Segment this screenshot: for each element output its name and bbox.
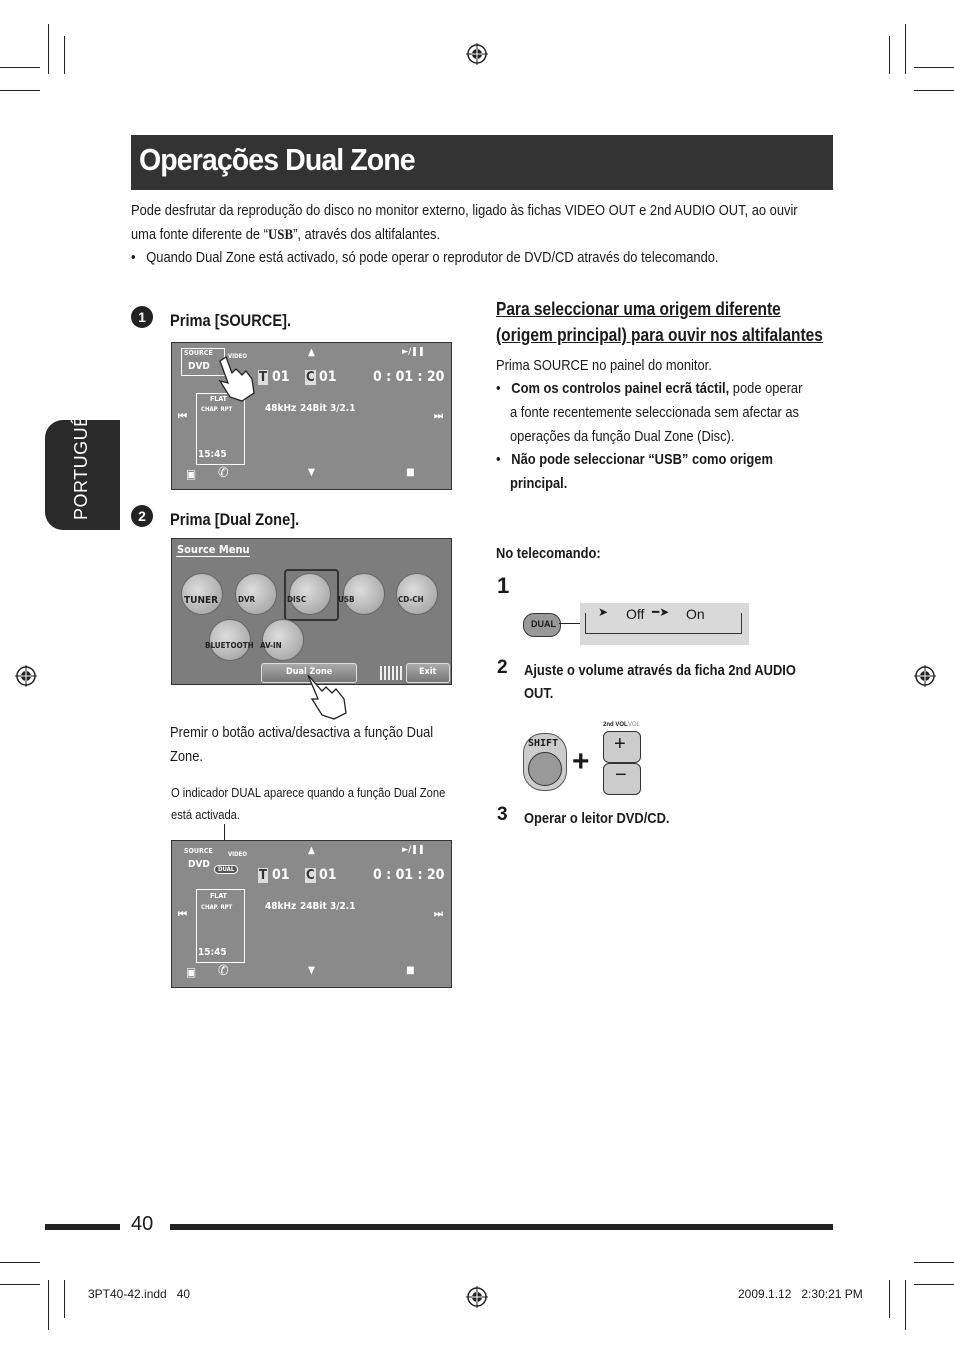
note-line-1: Premir o botão activa/desactiva a função Dual — [170, 724, 434, 741]
menu-item-label: DVR — [238, 595, 256, 604]
dvd-label: DVD — [188, 859, 210, 870]
prev-icon[interactable]: ⏮ — [178, 909, 187, 920]
bullet-1-line-3: operações da função Dual Zone (Disc). — [510, 428, 735, 445]
crop-mark — [48, 24, 49, 74]
remote-step-number: 3 — [497, 804, 508, 825]
title-number: 01 — [272, 369, 290, 385]
registration-mark-icon — [914, 665, 936, 687]
off-label: Off — [626, 606, 645, 622]
registration-mark-icon — [466, 43, 488, 65]
title-underline — [176, 556, 250, 557]
menu-item-label: DISC — [287, 595, 307, 604]
intro-line-2 — [131, 223, 440, 247]
crop-mark — [889, 1280, 890, 1318]
crop-mark — [0, 1284, 40, 1285]
crop-mark — [0, 67, 40, 68]
dvd-label: DVD — [188, 361, 210, 372]
title-indicator: T — [259, 868, 267, 883]
footer-rule — [45, 1224, 120, 1230]
crop-mark — [48, 1280, 49, 1330]
phone-icon[interactable]: ✆ — [218, 465, 229, 481]
playback-time: 0 : 01 : 20 — [373, 369, 445, 385]
crop-mark — [64, 1280, 65, 1318]
eq-label: FLAT — [210, 892, 227, 900]
repeat-label: CHAP. RPT — [201, 406, 233, 413]
dual-button-label: DUAL — [531, 619, 556, 629]
down-arrow-icon[interactable]: ▼ — [308, 965, 315, 976]
exit-label: Exit — [419, 667, 437, 677]
chapter-number: 01 — [319, 369, 337, 385]
video-label: VIDEO — [228, 353, 247, 360]
plus-sign: + — [572, 745, 590, 778]
hand-pointer-icon — [212, 353, 262, 403]
play-pause-icon[interactable]: ►/❚❚ — [402, 845, 425, 855]
crop-mark — [64, 36, 65, 74]
bit-depth: 24Bit — [300, 901, 327, 912]
bullet-1-line-2: a fonte recentemente seleccionada sem afectar as — [510, 404, 799, 421]
menu-icon[interactable]: ▣ — [186, 467, 197, 481]
bullet-1-line-1: • Com os controlos painel ecrã táctil, pode operar — [496, 380, 803, 397]
shift-button[interactable] — [528, 752, 562, 786]
playback-time: 0 : 01 : 20 — [373, 867, 445, 883]
page-number: 40 — [131, 1213, 154, 1235]
eq-label: FLAT — [210, 395, 227, 403]
chapter-indicator: C — [306, 868, 315, 883]
press-source-text: Prima SOURCE no painel do monitor. — [496, 357, 712, 374]
monitor-screen — [171, 342, 452, 490]
usb-label: USB — [267, 227, 294, 243]
remote-step-number: 2 — [497, 657, 508, 678]
av-in-icon[interactable] — [262, 619, 304, 661]
exit-button[interactable] — [406, 663, 450, 683]
arrow-right-icon: ━➤ — [652, 605, 670, 619]
bullet-bold: Não pode seleccionar “USB” como origem — [511, 451, 773, 468]
clock: 15:45 — [198, 947, 227, 958]
crop-mark — [905, 1280, 906, 1330]
channels: 3/2.1 — [330, 403, 356, 414]
crop-mark — [914, 90, 954, 91]
title-number: 01 — [272, 867, 290, 883]
shift-label: SHIFT — [528, 738, 559, 749]
sample-rate: 48kHz — [265, 403, 297, 414]
step-label: Prima [Dual Zone]. — [170, 510, 300, 529]
language-tab — [45, 401, 120, 530]
connector-line — [559, 623, 581, 624]
plus-icon: + — [614, 733, 626, 755]
repeat-label: CHAP. RPT — [201, 904, 233, 911]
menu-title: Source Menu — [177, 543, 250, 556]
source-label: SOURCE — [184, 349, 213, 357]
indicator-note-2: está activada. — [171, 807, 240, 822]
registration-mark-icon — [466, 1286, 488, 1308]
play-pause-icon[interactable]: ►/❚❚ — [402, 347, 425, 357]
menu-item-label: BLUETOOTH — [205, 641, 254, 650]
step-2-text-2: OUT. — [524, 685, 554, 702]
cd-changer-icon[interactable] — [396, 573, 438, 615]
clock: 15:45 — [198, 449, 227, 460]
toggle-diagram — [580, 603, 749, 645]
crop-mark — [889, 36, 890, 74]
indicator-note-1: O indicador DUAL aparece quando a função Dual Zone — [171, 785, 446, 800]
grid-icon — [380, 666, 402, 680]
down-arrow-icon[interactable]: ▼ — [308, 467, 315, 478]
prev-icon[interactable]: ⏮ — [178, 411, 187, 422]
hand-pointer-icon — [304, 671, 354, 721]
bullet-2-line-1: • Não pode seleccionar “USB” como origem — [496, 451, 773, 468]
stop-icon[interactable]: ■ — [406, 965, 415, 976]
vol-label: VOL — [628, 722, 641, 728]
title-banner — [131, 135, 833, 190]
registration-mark-icon — [15, 665, 37, 687]
next-icon[interactable]: ⏭ — [434, 411, 443, 422]
footer-rule — [170, 1224, 833, 1230]
title-indicator: T — [259, 370, 267, 385]
monitor-screen-dual — [171, 840, 452, 988]
step-3-text: Operar o leitor DVD/CD. — [524, 810, 670, 827]
crop-mark — [0, 90, 40, 91]
bullet-text: Quando Dual Zone está activado, só pode operar o reprodutor de DVD/CD através do telecomando. — [146, 249, 719, 266]
crop-mark — [0, 1262, 40, 1263]
crop-mark — [914, 1284, 954, 1285]
bullet-bold: Com os controlos painel ecrã táctil, — [511, 380, 730, 397]
chapter-number: 01 — [319, 867, 337, 883]
intro-text: uma fonte diferente de “ — [131, 226, 268, 243]
dual-remote-button[interactable] — [523, 613, 561, 637]
on-label: On — [686, 606, 705, 622]
video-label: VIDEO — [228, 851, 247, 858]
note-line-2: Zone. — [170, 748, 203, 765]
intro-bullet: • Quando Dual Zone está activado, só pode operar o reprodutor de DVD/CD através do telecomando. — [131, 249, 719, 266]
print-date: 2009.1.12 2:30:21 PM — [738, 1287, 863, 1301]
intro-text: ”, através dos altifalantes. — [293, 226, 441, 243]
minus-icon: − — [615, 764, 627, 786]
source-menu-screen — [171, 538, 452, 685]
arrow-right-icon: ➤ — [598, 605, 609, 619]
tuner-icon[interactable] — [181, 573, 223, 615]
dual-zone-label: Dual Zone — [286, 667, 333, 677]
menu-icon[interactable]: ▣ — [186, 965, 197, 979]
step-label: Prima [SOURCE]. — [170, 311, 292, 330]
remote-step-number: 1 — [497, 573, 510, 598]
section-heading-2: (origem principal) para ouvir nos altifalantes — [496, 325, 823, 345]
volume-down-button[interactable] — [603, 763, 641, 795]
up-arrow-icon[interactable]: ▲ — [308, 347, 315, 358]
stop-icon[interactable]: ■ — [406, 467, 415, 478]
dual-indicator: DUAL — [214, 865, 238, 874]
bluetooth-icon[interactable] — [209, 619, 251, 661]
dvr-icon[interactable] — [235, 573, 277, 615]
step-number: 2 — [131, 505, 153, 527]
source-label: SOURCE — [184, 847, 213, 855]
crop-mark — [914, 1262, 954, 1263]
bit-depth: 24Bit — [300, 403, 327, 414]
sample-rate: 48kHz — [265, 901, 297, 912]
volume-up-button[interactable] — [603, 731, 641, 763]
menu-item-label: TUNER — [184, 595, 219, 606]
chapter-indicator: C — [306, 370, 315, 385]
bullet-text: pode operar — [729, 380, 803, 397]
next-icon[interactable]: ⏭ — [434, 909, 443, 920]
up-arrow-icon[interactable]: ▲ — [308, 845, 315, 856]
step-2-text-1: Ajuste o volume através da ficha 2nd AUDIO — [524, 662, 796, 679]
menu-item-label: AV-IN — [260, 641, 282, 650]
shift-button-frame — [523, 733, 567, 791]
remote-heading: No telecomando: — [496, 545, 601, 562]
step-number: 1 — [131, 306, 153, 328]
crop-mark — [905, 24, 906, 74]
page-title: Operações Dual Zone — [139, 142, 415, 177]
phone-icon[interactable]: ✆ — [218, 963, 229, 979]
channels: 3/2.1 — [330, 901, 356, 912]
crop-mark — [914, 67, 954, 68]
intro-line-1: Pode desfrutar da reprodução do disco no monitor externo, ligado às fichas VIDEO OUT e 2nd AUDIO OUT, ao ouvir — [131, 202, 798, 219]
file-info: 3PT40-42.indd 40 — [88, 1287, 191, 1301]
section-heading-1: Para seleccionar uma origem diferente — [496, 299, 781, 319]
language-label: PORTUGUÊS — [71, 401, 91, 520]
disc-icon[interactable] — [289, 573, 331, 615]
vol-2nd-label: 2nd VOL — [603, 722, 628, 728]
menu-item-label: CD-CH — [398, 595, 424, 604]
bullet-2-line-2: principal. — [510, 475, 568, 492]
menu-item-label: USB — [338, 595, 355, 604]
usb-icon[interactable] — [343, 573, 385, 615]
